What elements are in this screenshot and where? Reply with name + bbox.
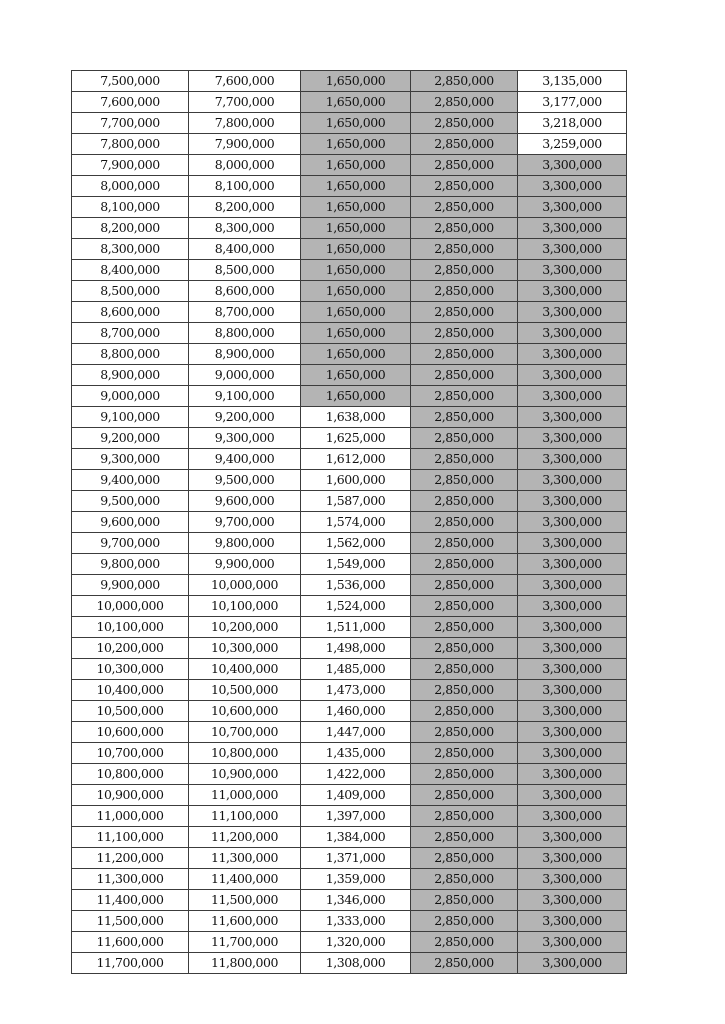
table-row xyxy=(72,176,627,197)
table-cell: 8,600,000 xyxy=(189,281,301,302)
table-cell: 2,850,000 xyxy=(411,596,518,617)
table-cell: 11,500,000 xyxy=(72,911,189,932)
table-row xyxy=(72,260,627,281)
table-row xyxy=(72,134,627,155)
table-cell: 11,100,000 xyxy=(189,806,301,827)
table-cell: 10,600,000 xyxy=(72,722,189,743)
table-cell: 2,850,000 xyxy=(411,134,518,155)
table-cell: 10,800,000 xyxy=(189,743,301,764)
table-cell: 8,000,000 xyxy=(72,176,189,197)
table-cell: 11,400,000 xyxy=(189,869,301,890)
table-cell: 2,850,000 xyxy=(411,407,518,428)
table-cell: 1,536,000 xyxy=(301,575,411,596)
table-cell: 9,900,000 xyxy=(189,554,301,575)
table-cell: 8,400,000 xyxy=(72,260,189,281)
table-cell: 3,300,000 xyxy=(518,323,627,344)
table-cell: 9,200,000 xyxy=(189,407,301,428)
table-cell: 1,650,000 xyxy=(301,71,411,92)
table-cell: 2,850,000 xyxy=(411,512,518,533)
table-cell: 1,650,000 xyxy=(301,260,411,281)
table-cell: 3,300,000 xyxy=(518,449,627,470)
table-cell: 9,900,000 xyxy=(72,575,189,596)
table-cell: 3,300,000 xyxy=(518,176,627,197)
table-cell: 1,498,000 xyxy=(301,638,411,659)
table-cell: 2,850,000 xyxy=(411,386,518,407)
table-row xyxy=(72,743,627,764)
table-cell: 1,650,000 xyxy=(301,239,411,260)
table-row xyxy=(72,680,627,701)
table-cell: 2,850,000 xyxy=(411,281,518,302)
table-cell: 1,447,000 xyxy=(301,722,411,743)
table-cell: 3,300,000 xyxy=(518,953,627,974)
table-cell: 3,300,000 xyxy=(518,890,627,911)
table-cell: 9,700,000 xyxy=(72,533,189,554)
table-row xyxy=(72,239,627,260)
table-cell: 3,300,000 xyxy=(518,218,627,239)
table-cell: 1,650,000 xyxy=(301,302,411,323)
table-cell: 11,500,000 xyxy=(189,890,301,911)
table-cell: 8,600,000 xyxy=(72,302,189,323)
table-cell: 9,300,000 xyxy=(189,428,301,449)
table-row xyxy=(72,554,627,575)
table-cell: 1,650,000 xyxy=(301,344,411,365)
table-row xyxy=(72,848,627,869)
table-cell: 8,400,000 xyxy=(189,239,301,260)
table-row xyxy=(72,785,627,806)
table-cell: 1,333,000 xyxy=(301,911,411,932)
table-cell: 2,850,000 xyxy=(411,365,518,386)
table-cell: 9,200,000 xyxy=(72,428,189,449)
table-row xyxy=(72,449,627,470)
table-cell: 10,100,000 xyxy=(189,596,301,617)
table-cell: 1,346,000 xyxy=(301,890,411,911)
table-cell: 3,300,000 xyxy=(518,407,627,428)
table-cell: 1,650,000 xyxy=(301,197,411,218)
table-cell: 1,460,000 xyxy=(301,701,411,722)
table-cell: 2,850,000 xyxy=(411,302,518,323)
table-cell: 3,300,000 xyxy=(518,743,627,764)
table-cell: 1,473,000 xyxy=(301,680,411,701)
table-cell: 8,100,000 xyxy=(72,197,189,218)
table-cell: 11,200,000 xyxy=(72,848,189,869)
table-row xyxy=(72,344,627,365)
table-cell: 10,800,000 xyxy=(72,764,189,785)
table-cell: 2,850,000 xyxy=(411,680,518,701)
table-cell: 3,300,000 xyxy=(518,932,627,953)
table-cell: 3,300,000 xyxy=(518,428,627,449)
table-cell: 11,100,000 xyxy=(72,827,189,848)
table-row xyxy=(72,890,627,911)
table-cell: 1,320,000 xyxy=(301,932,411,953)
table-cell: 3,300,000 xyxy=(518,764,627,785)
table-cell: 3,300,000 xyxy=(518,554,627,575)
table-cell: 10,000,000 xyxy=(189,575,301,596)
table-cell: 9,800,000 xyxy=(189,533,301,554)
table-cell: 2,850,000 xyxy=(411,344,518,365)
table-cell: 2,850,000 xyxy=(411,554,518,575)
table-cell: 2,850,000 xyxy=(411,764,518,785)
table-cell: 3,300,000 xyxy=(518,260,627,281)
table-cell: 3,300,000 xyxy=(518,386,627,407)
table-body xyxy=(72,71,627,974)
table-cell: 1,650,000 xyxy=(301,218,411,239)
table-cell: 7,800,000 xyxy=(189,113,301,134)
table-row xyxy=(72,806,627,827)
table-row xyxy=(72,638,627,659)
table-cell: 3,300,000 xyxy=(518,344,627,365)
table-row xyxy=(72,617,627,638)
table-cell: 8,000,000 xyxy=(189,155,301,176)
table-row xyxy=(72,407,627,428)
table-cell: 3,300,000 xyxy=(518,659,627,680)
table-cell: 10,300,000 xyxy=(189,638,301,659)
table-cell: 3,300,000 xyxy=(518,680,627,701)
table-cell: 10,700,000 xyxy=(72,743,189,764)
table-cell: 8,200,000 xyxy=(72,218,189,239)
table-row xyxy=(72,365,627,386)
table-cell: 9,300,000 xyxy=(72,449,189,470)
table-cell: 8,200,000 xyxy=(189,197,301,218)
table-cell: 3,300,000 xyxy=(518,491,627,512)
table-cell: 3,300,000 xyxy=(518,281,627,302)
table-row xyxy=(72,428,627,449)
table-cell: 3,300,000 xyxy=(518,302,627,323)
table-cell: 2,850,000 xyxy=(411,533,518,554)
table-cell: 2,850,000 xyxy=(411,155,518,176)
table-cell: 2,850,000 xyxy=(411,722,518,743)
table-cell: 11,800,000 xyxy=(189,953,301,974)
table-cell: 2,850,000 xyxy=(411,491,518,512)
table-cell: 3,300,000 xyxy=(518,827,627,848)
table-row xyxy=(72,722,627,743)
table-cell: 1,511,000 xyxy=(301,617,411,638)
table-row xyxy=(72,386,627,407)
table-cell: 3,300,000 xyxy=(518,785,627,806)
table-row xyxy=(72,491,627,512)
table-row xyxy=(72,71,627,92)
table-cell: 7,900,000 xyxy=(189,134,301,155)
table-cell: 1,524,000 xyxy=(301,596,411,617)
table-row xyxy=(72,155,627,176)
table-cell: 11,000,000 xyxy=(72,806,189,827)
table-cell: 11,600,000 xyxy=(72,932,189,953)
table-cell: 3,300,000 xyxy=(518,596,627,617)
table-cell: 2,850,000 xyxy=(411,848,518,869)
table-row xyxy=(72,659,627,680)
table-cell: 7,600,000 xyxy=(72,92,189,113)
table-cell: 1,562,000 xyxy=(301,533,411,554)
table-cell: 2,850,000 xyxy=(411,92,518,113)
table-cell: 3,300,000 xyxy=(518,722,627,743)
table-cell: 9,600,000 xyxy=(189,491,301,512)
table-cell: 3,259,000 xyxy=(518,134,627,155)
table-cell: 1,371,000 xyxy=(301,848,411,869)
table-cell: 1,650,000 xyxy=(301,281,411,302)
table-cell: 1,650,000 xyxy=(301,386,411,407)
table-cell: 3,300,000 xyxy=(518,470,627,491)
table-cell: 1,612,000 xyxy=(301,449,411,470)
table-cell: 8,700,000 xyxy=(72,323,189,344)
table-cell: 11,700,000 xyxy=(72,953,189,974)
table-cell: 10,400,000 xyxy=(189,659,301,680)
table-cell: 1,650,000 xyxy=(301,323,411,344)
table-cell: 9,000,000 xyxy=(72,386,189,407)
table-cell: 9,400,000 xyxy=(72,470,189,491)
table-cell: 7,700,000 xyxy=(189,92,301,113)
table-cell: 10,200,000 xyxy=(72,638,189,659)
table-cell: 7,900,000 xyxy=(72,155,189,176)
table-cell: 10,500,000 xyxy=(72,701,189,722)
table-cell: 9,000,000 xyxy=(189,365,301,386)
table-cell: 3,300,000 xyxy=(518,911,627,932)
table-row xyxy=(72,197,627,218)
table-cell: 1,638,000 xyxy=(301,407,411,428)
table-cell: 9,800,000 xyxy=(72,554,189,575)
table-cell: 8,900,000 xyxy=(72,365,189,386)
table-cell: 2,850,000 xyxy=(411,113,518,134)
table-cell: 7,800,000 xyxy=(72,134,189,155)
table-row xyxy=(72,323,627,344)
table-cell: 3,300,000 xyxy=(518,806,627,827)
table-cell: 3,300,000 xyxy=(518,533,627,554)
table-cell: 10,700,000 xyxy=(189,722,301,743)
table-cell: 2,850,000 xyxy=(411,638,518,659)
table-cell: 1,359,000 xyxy=(301,869,411,890)
table-cell: 1,422,000 xyxy=(301,764,411,785)
table-row xyxy=(72,764,627,785)
table-cell: 8,900,000 xyxy=(189,344,301,365)
table-row xyxy=(72,953,627,974)
table-cell: 1,308,000 xyxy=(301,953,411,974)
table-cell: 10,100,000 xyxy=(72,617,189,638)
table-cell: 11,300,000 xyxy=(72,869,189,890)
table-cell: 1,485,000 xyxy=(301,659,411,680)
table-cell: 3,300,000 xyxy=(518,617,627,638)
table-cell: 2,850,000 xyxy=(411,806,518,827)
table-cell: 2,850,000 xyxy=(411,911,518,932)
table-row xyxy=(72,932,627,953)
table-cell: 1,587,000 xyxy=(301,491,411,512)
table-cell: 10,200,000 xyxy=(189,617,301,638)
table-cell: 8,500,000 xyxy=(72,281,189,302)
table-cell: 9,400,000 xyxy=(189,449,301,470)
table-cell: 1,549,000 xyxy=(301,554,411,575)
table-cell: 2,850,000 xyxy=(411,932,518,953)
table-cell: 2,850,000 xyxy=(411,470,518,491)
table-cell: 3,300,000 xyxy=(518,155,627,176)
table-cell: 8,800,000 xyxy=(72,344,189,365)
table-cell: 1,574,000 xyxy=(301,512,411,533)
table-cell: 9,700,000 xyxy=(189,512,301,533)
table-cell: 1,435,000 xyxy=(301,743,411,764)
table-row xyxy=(72,596,627,617)
table-row xyxy=(72,302,627,323)
table-cell: 1,600,000 xyxy=(301,470,411,491)
table-cell: 10,900,000 xyxy=(189,764,301,785)
table-cell: 9,100,000 xyxy=(189,386,301,407)
table-cell: 7,600,000 xyxy=(189,71,301,92)
table-cell: 7,500,000 xyxy=(72,71,189,92)
table-cell: 2,850,000 xyxy=(411,953,518,974)
table-row xyxy=(72,911,627,932)
table-cell: 3,300,000 xyxy=(518,701,627,722)
table-cell: 2,850,000 xyxy=(411,71,518,92)
table-cell: 2,850,000 xyxy=(411,827,518,848)
table-cell: 2,850,000 xyxy=(411,890,518,911)
table-cell: 7,700,000 xyxy=(72,113,189,134)
table-cell: 8,700,000 xyxy=(189,302,301,323)
table-cell: 8,500,000 xyxy=(189,260,301,281)
table-cell: 8,300,000 xyxy=(189,218,301,239)
table-cell: 3,300,000 xyxy=(518,512,627,533)
table-row xyxy=(72,827,627,848)
table-cell: 10,500,000 xyxy=(189,680,301,701)
table-cell: 10,600,000 xyxy=(189,701,301,722)
table-cell: 1,650,000 xyxy=(301,365,411,386)
table-cell: 3,300,000 xyxy=(518,848,627,869)
table-cell: 2,850,000 xyxy=(411,323,518,344)
table-row xyxy=(72,113,627,134)
table-cell: 2,850,000 xyxy=(411,869,518,890)
table-row xyxy=(72,533,627,554)
table-cell: 1,650,000 xyxy=(301,155,411,176)
table-cell: 1,650,000 xyxy=(301,113,411,134)
table-row xyxy=(72,869,627,890)
table-cell: 10,400,000 xyxy=(72,680,189,701)
table-cell: 3,135,000 xyxy=(518,71,627,92)
table-cell: 1,384,000 xyxy=(301,827,411,848)
table-row xyxy=(72,470,627,491)
table-row xyxy=(72,701,627,722)
table-cell: 3,300,000 xyxy=(518,365,627,386)
table-cell: 1,409,000 xyxy=(301,785,411,806)
table-cell: 3,218,000 xyxy=(518,113,627,134)
table-cell: 2,850,000 xyxy=(411,743,518,764)
table-cell: 9,500,000 xyxy=(189,470,301,491)
table-cell: 3,300,000 xyxy=(518,197,627,218)
table-cell: 3,177,000 xyxy=(518,92,627,113)
table-cell: 2,850,000 xyxy=(411,218,518,239)
table-cell: 2,850,000 xyxy=(411,239,518,260)
table-cell: 1,650,000 xyxy=(301,134,411,155)
table-cell: 8,300,000 xyxy=(72,239,189,260)
data-table xyxy=(71,70,627,974)
table-cell: 11,200,000 xyxy=(189,827,301,848)
table-row xyxy=(72,575,627,596)
table-cell: 10,900,000 xyxy=(72,785,189,806)
table-cell: 11,600,000 xyxy=(189,911,301,932)
table-cell: 8,800,000 xyxy=(189,323,301,344)
table-cell: 9,600,000 xyxy=(72,512,189,533)
table-cell: 11,400,000 xyxy=(72,890,189,911)
table-cell: 1,397,000 xyxy=(301,806,411,827)
table-cell: 8,100,000 xyxy=(189,176,301,197)
table-cell: 1,625,000 xyxy=(301,428,411,449)
table-cell: 10,300,000 xyxy=(72,659,189,680)
table-cell: 3,300,000 xyxy=(518,575,627,596)
table-cell: 1,650,000 xyxy=(301,176,411,197)
table-cell: 9,100,000 xyxy=(72,407,189,428)
table-cell: 2,850,000 xyxy=(411,701,518,722)
table-row xyxy=(72,92,627,113)
table-cell: 2,850,000 xyxy=(411,197,518,218)
table-cell: 11,700,000 xyxy=(189,932,301,953)
table-row xyxy=(72,218,627,239)
table-cell: 2,850,000 xyxy=(411,617,518,638)
table-cell: 1,650,000 xyxy=(301,92,411,113)
table-cell: 10,000,000 xyxy=(72,596,189,617)
table-cell: 2,850,000 xyxy=(411,785,518,806)
table-cell: 9,500,000 xyxy=(72,491,189,512)
table-cell: 2,850,000 xyxy=(411,659,518,680)
table-row xyxy=(72,281,627,302)
table-cell: 2,850,000 xyxy=(411,575,518,596)
table-cell: 2,850,000 xyxy=(411,428,518,449)
table-row xyxy=(72,512,627,533)
table-cell: 3,300,000 xyxy=(518,239,627,260)
table-cell: 11,300,000 xyxy=(189,848,301,869)
table-cell: 11,000,000 xyxy=(189,785,301,806)
table-cell: 2,850,000 xyxy=(411,260,518,281)
table-cell: 3,300,000 xyxy=(518,638,627,659)
table-cell: 2,850,000 xyxy=(411,449,518,470)
table-cell: 3,300,000 xyxy=(518,869,627,890)
table-cell: 2,850,000 xyxy=(411,176,518,197)
